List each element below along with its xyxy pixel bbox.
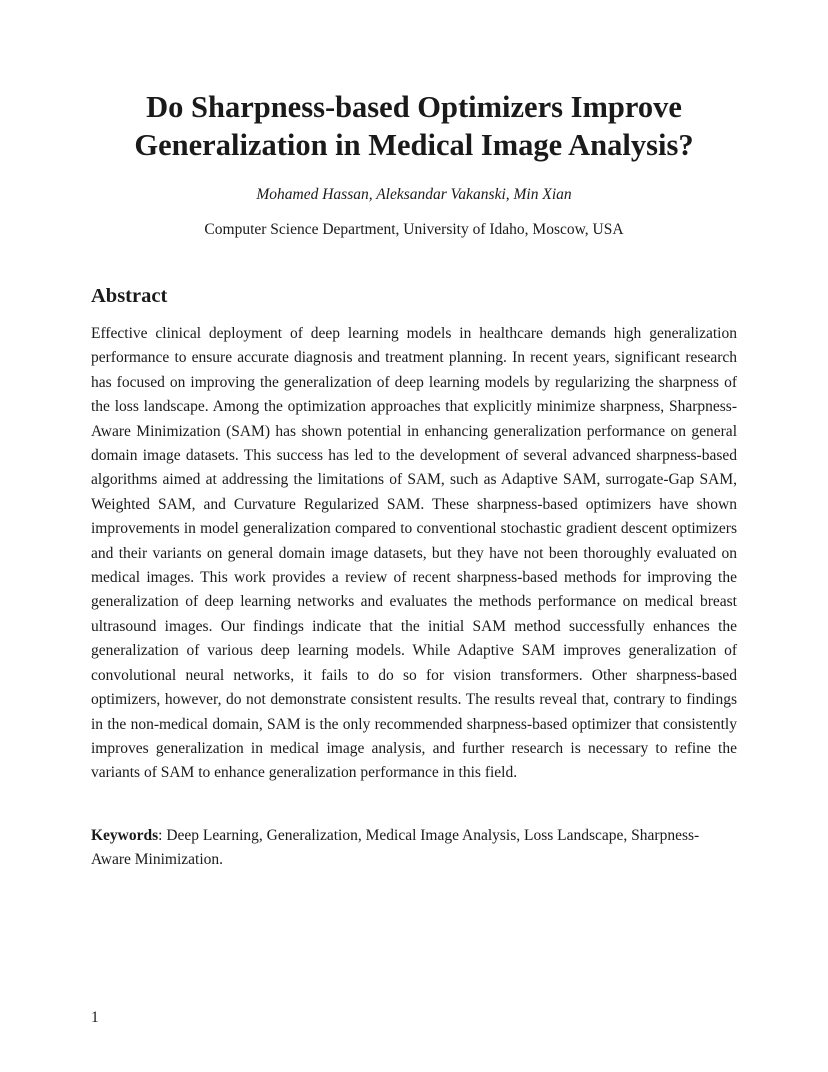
paper-title <box>0 88 828 164</box>
keywords-label: Keywords <box>91 827 159 844</box>
author-list: Mohamed Hassan, Aleksandar Vakanski, Min Xian <box>256 186 572 203</box>
keywords-section <box>91 824 737 873</box>
abstract-body: Effective clinical deployment of deep learning models in healthcare demands high generalization performance to ensure accurate diagnosis and treatment planning. In recent years, significant research has focused on improving the generalization of deep learning models by regularizing the sharpness of the loss landscape. Among the optimization approaches that explicitly minimize sharpness, Sharpness-Aware Minimization (SAM) has shown potential in enhancing generalization performance on general domain image datasets. This success has led to the development of several advanced sharpness-based algorithms aimed at addressing the limitations of SAM, such as Adaptive SAM, surrogate-Gap SAM, Weighted SAM, and Curvature Regularized SAM. These sharpness-based optimizers have shown improvements in model generalization compared to conventional stochastic gradient descent optimizers and their variants on general domain image datasets, but they have not been thoroughly evaluated on medical images. This work provides a review of recent sharpness-based methods for improving the generalization of deep learning networks and evaluates the methods performance on medical breast ultrasound images. Our findings indicate that the initial SAM method successfully enhances the generalization of various deep learning models. While Adaptive SAM improves generalization of convolutional neural networks, it fails to do so for vision transformers. Other sharpness-based optimizers, however, do not demonstrate consistent results. The results reveal that, contrary to findings in the non-medical domain, SAM is the only recommended sharpness-based optimizer that consistently improves generalization in medical image analysis, and further research is necessary to refine the variants of SAM to enhance generalization performance in this field. <box>91 325 737 782</box>
keywords-list: : Deep Learning, Generalization, Medical Image Analysis, Loss Landscape, Sharpness-Aware Minimization. <box>91 827 700 869</box>
page-number: 1 <box>91 1009 99 1026</box>
paper-title-line-1: Do Sharpness-based Optimizers Improve <box>146 90 682 124</box>
author-affiliation: Computer Science Department, University of Idaho, Moscow, USA <box>204 221 624 238</box>
abstract-heading: Abstract <box>91 285 168 307</box>
paper-title-line-2: Generalization in Medical Image Analysis? <box>134 128 694 162</box>
